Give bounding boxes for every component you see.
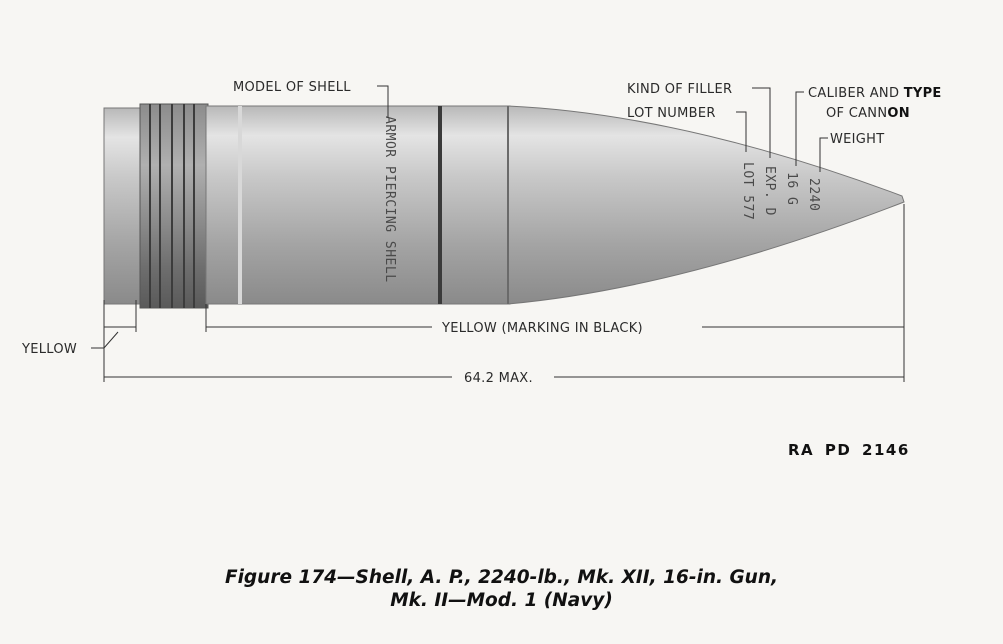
leader-caliber: [796, 92, 804, 166]
label-overall-length: 64.2 MAX.: [464, 371, 533, 386]
leader-weight: [820, 138, 828, 172]
label-caliber-and-type: [808, 86, 942, 101]
figure-caption-line-2: Mk. II—Mod. 1 (Navy): [390, 590, 613, 611]
shell-cylinder: [206, 106, 510, 304]
reference-number: RA PD 2146: [788, 441, 910, 459]
shell-base: [104, 108, 142, 304]
label-yellow-base: YELLOW: [22, 342, 78, 357]
shell-body: [104, 104, 904, 308]
label-model-of-shell: MODEL OF SHELL: [233, 80, 351, 95]
label-yellow-body: YELLOW (MARKING IN BLACK): [442, 321, 643, 336]
label-cannon-text: OF CANN: [826, 106, 888, 121]
marking-caliber: 16 G: [784, 172, 799, 206]
marking-lot: LOT 577: [740, 162, 755, 221]
label-type-text: TYPE: [903, 86, 942, 101]
label-kind-of-filler: KIND OF FILLER: [627, 82, 733, 97]
figure-caption-line-1: Figure 174—Shell, A. P., 2240-lb., Mk. XII, 16-in. Gun,: [224, 567, 779, 588]
label-weight: WEIGHT: [830, 132, 885, 147]
marking-filler: EXP. D: [762, 166, 777, 216]
label-caliber-text: CALIBER AND: [808, 86, 904, 101]
label-of-cannon: [826, 106, 910, 121]
label-cannon-bold: ON: [887, 106, 910, 121]
marking-model: ARMOR PIERCING SHELL: [382, 116, 397, 283]
marking-weight: 2240: [806, 178, 821, 212]
label-lot-number: LOT NUMBER: [627, 106, 716, 121]
